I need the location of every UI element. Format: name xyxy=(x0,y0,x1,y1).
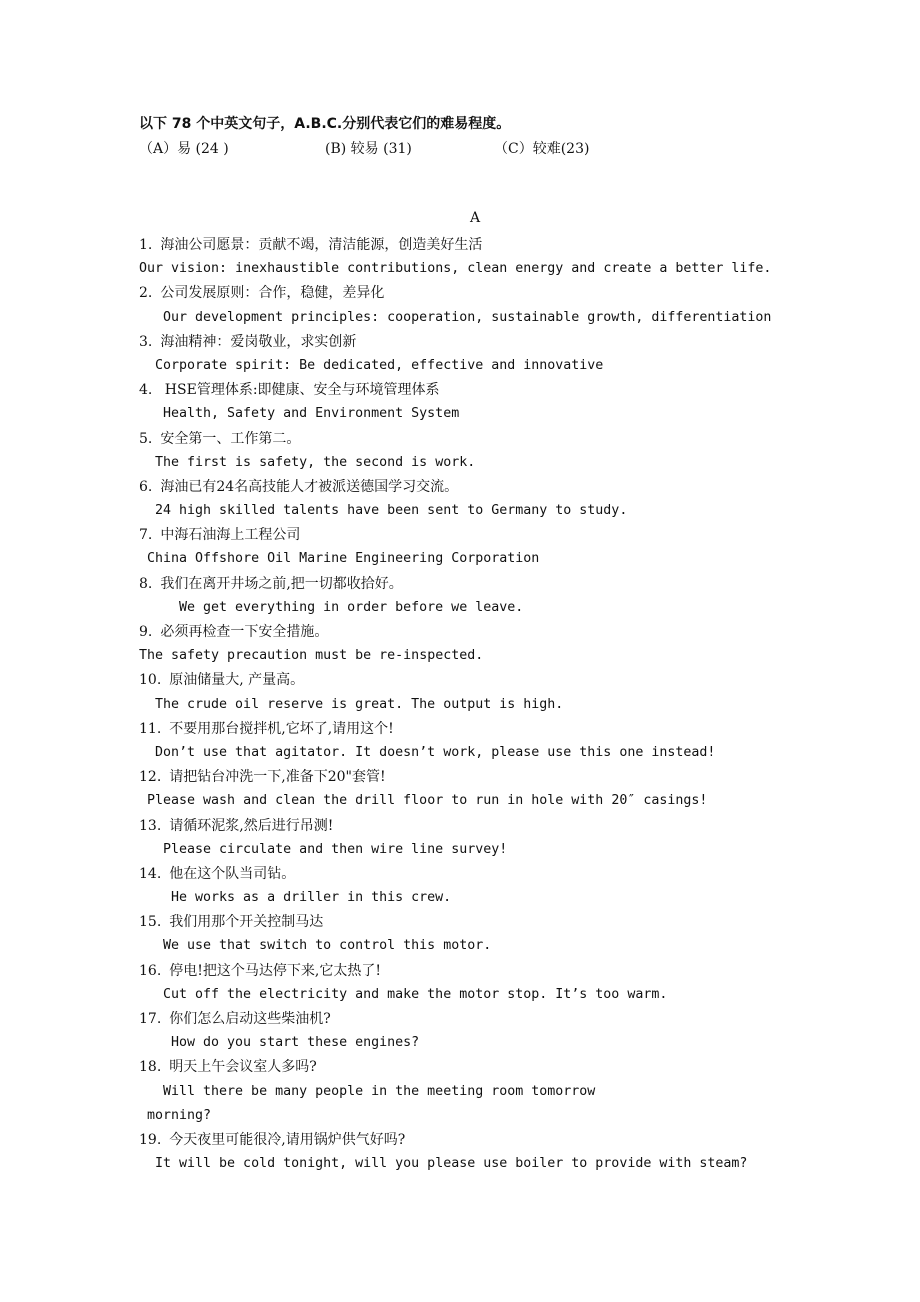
chinese-sentence xyxy=(0,523,920,547)
entry-number: 19. xyxy=(139,1131,162,1148)
sentence-entry xyxy=(0,717,920,765)
chinese-text: 你们怎么启动这些柴油机? xyxy=(169,1011,331,1027)
english-translation: Our development principles: cooperation, sustainable growth, differentiation xyxy=(163,309,772,325)
chinese-sentence xyxy=(0,330,920,354)
chinese-sentence xyxy=(0,1055,920,1079)
difficulty-levels xyxy=(139,138,899,158)
chinese-text: 海油已有24名高技能人才被派送德国学习交流。 xyxy=(160,478,459,495)
english-translation: The first is safety, the second is work. xyxy=(155,454,476,470)
chinese-text: 今天夜里可能很冷,请用锅炉供气好吗? xyxy=(169,1131,406,1148)
sentence-entry xyxy=(0,910,920,958)
chinese-sentence xyxy=(0,475,920,499)
english-translation: We get everything in order before we leave. xyxy=(179,599,524,615)
entry-number: 15. xyxy=(139,914,162,931)
sentence-entry xyxy=(0,572,920,620)
sentence-entry xyxy=(0,668,920,716)
sentence-entry xyxy=(0,233,920,281)
chinese-text: 停电!把这个马达停下来,它太热了! xyxy=(169,962,381,979)
english-translation: Will there be many people in the meeting room tomorrow xyxy=(163,1083,596,1099)
entry-number: 7. xyxy=(139,527,153,544)
english-translation: Health, Safety and Environment System xyxy=(163,406,460,422)
chinese-sentence xyxy=(0,668,920,692)
english-translation: Please circulate and then wire line survey! xyxy=(163,841,508,857)
chinese-sentence xyxy=(0,1128,920,1152)
chinese-text: HSE管理体系:即健康、安全与环境管理体系 xyxy=(160,382,440,399)
sentence-entry xyxy=(0,427,920,475)
chinese-text: 海油公司愿景：贡献不竭，清洁能源，创造美好生活 xyxy=(160,237,483,253)
entry-number: 9. xyxy=(139,624,153,640)
entry-number: 10. xyxy=(139,672,162,689)
english-translation: We use that switch to control this motor. xyxy=(163,938,492,954)
chinese-text: 必须再检查一下安全措施。 xyxy=(160,624,329,640)
sentence-entry xyxy=(0,1007,920,1055)
chinese-text: 安全第一、工作第二。 xyxy=(160,430,301,447)
english-translation: How do you start these engines? xyxy=(171,1035,420,1051)
english-translation: It will be cold tonight, will you please use boiler to provide with steam? xyxy=(155,1156,748,1172)
entry-number: 6. xyxy=(139,478,153,495)
sentence-entry xyxy=(0,620,920,668)
chinese-text: 原油储量大, 产量高。 xyxy=(169,672,305,689)
intro-title: 以下 78 个中英文句子，A.B.C.分别代表它们的难易程度。 xyxy=(139,116,511,132)
english-translation: Cut off the electricity and make the motor stop. It’s too warm. xyxy=(163,986,668,1002)
sentence-entry xyxy=(0,959,920,1007)
english-translation: Don’t use that agitator. It doesn’t work, please use this one instead! xyxy=(155,744,716,760)
entry-number: 16. xyxy=(139,962,162,979)
english-translation: Corporate spirit: Be dedicated, effective and innovative xyxy=(155,357,604,373)
chinese-sentence xyxy=(0,378,920,402)
sentence-entry xyxy=(0,862,920,910)
english-translation: Our vision: inexhaustible contributions, clean energy and create a better life. xyxy=(139,261,772,277)
english-translation: 24 high skilled talents have been sent to Germany to study. xyxy=(155,503,628,519)
english-translation: Please wash and clean the drill floor to run in hole with 20″ casings! xyxy=(147,793,708,809)
entry-number: 14. xyxy=(139,865,162,882)
sentence-entry xyxy=(0,1055,920,1128)
chinese-sentence xyxy=(0,765,920,789)
chinese-sentence xyxy=(0,959,920,983)
chinese-text: 明天上午会议室人多吗? xyxy=(169,1059,317,1076)
chinese-sentence xyxy=(0,572,920,596)
chinese-text: 他在这个队当司钻。 xyxy=(169,865,296,882)
chinese-sentence xyxy=(0,910,920,934)
english-translation-continued: morning? xyxy=(147,1107,212,1123)
chinese-text: 请把钻台冲洗一下,准备下20"套管! xyxy=(169,769,386,786)
entry-number: 5. xyxy=(139,430,153,447)
chinese-sentence xyxy=(0,620,920,644)
chinese-text: 中海石油海上工程公司 xyxy=(160,527,301,544)
level-b: (B) 较易 (31) xyxy=(325,141,412,157)
entry-number: 13. xyxy=(139,817,162,834)
english-translation: He works as a driller in this crew. xyxy=(171,890,452,906)
entry-number: 1. xyxy=(139,237,153,253)
entry-number: 12. xyxy=(139,769,162,786)
sentence-entry xyxy=(0,1128,920,1176)
sentence-list xyxy=(0,233,920,1176)
section-heading: A xyxy=(470,210,481,226)
chinese-sentence xyxy=(0,862,920,886)
chinese-sentence xyxy=(0,427,920,451)
english-translation: The crude oil reserve is great. The output is high. xyxy=(155,696,564,712)
entry-number: 18. xyxy=(139,1059,162,1076)
sentence-entry xyxy=(0,378,920,426)
chinese-sentence xyxy=(0,233,920,257)
entry-number: 17. xyxy=(139,1011,162,1027)
sentence-entry xyxy=(0,330,920,378)
chinese-sentence xyxy=(0,814,920,838)
level-a: （A）易 (24 ) xyxy=(139,141,229,157)
entry-number: 3. xyxy=(139,333,153,350)
chinese-sentence xyxy=(0,717,920,741)
chinese-text: 我们在离开井场之前,把一切都收拾好。 xyxy=(160,575,403,592)
sentence-entry xyxy=(0,765,920,813)
entry-number: 8. xyxy=(139,575,153,592)
sentence-entry xyxy=(0,475,920,523)
sentence-entry xyxy=(0,814,920,862)
chinese-text: 我们用那个开关控制马达 xyxy=(169,914,324,931)
chinese-sentence xyxy=(0,1007,920,1031)
sentence-entry xyxy=(0,281,920,329)
level-c: （C）较难(23) xyxy=(494,141,590,157)
entry-number: 4. xyxy=(139,382,153,399)
sentence-entry xyxy=(0,523,920,571)
chinese-text: 不要用那台搅拌机,它坏了,请用这个! xyxy=(169,720,394,737)
chinese-sentence xyxy=(0,281,920,305)
entry-number: 2. xyxy=(139,285,153,302)
chinese-text: 公司发展原则：合作，稳健，差异化 xyxy=(160,285,385,302)
chinese-text: 海油精神：爱岗敬业，求实创新 xyxy=(160,333,357,350)
chinese-text: 请循环泥浆,然后进行吊测! xyxy=(169,817,334,834)
english-translation: China Offshore Oil Marine Engineering Corporation xyxy=(147,551,540,567)
english-translation: The safety precaution must be re-inspected. xyxy=(139,648,484,664)
entry-number: 11. xyxy=(139,720,162,737)
